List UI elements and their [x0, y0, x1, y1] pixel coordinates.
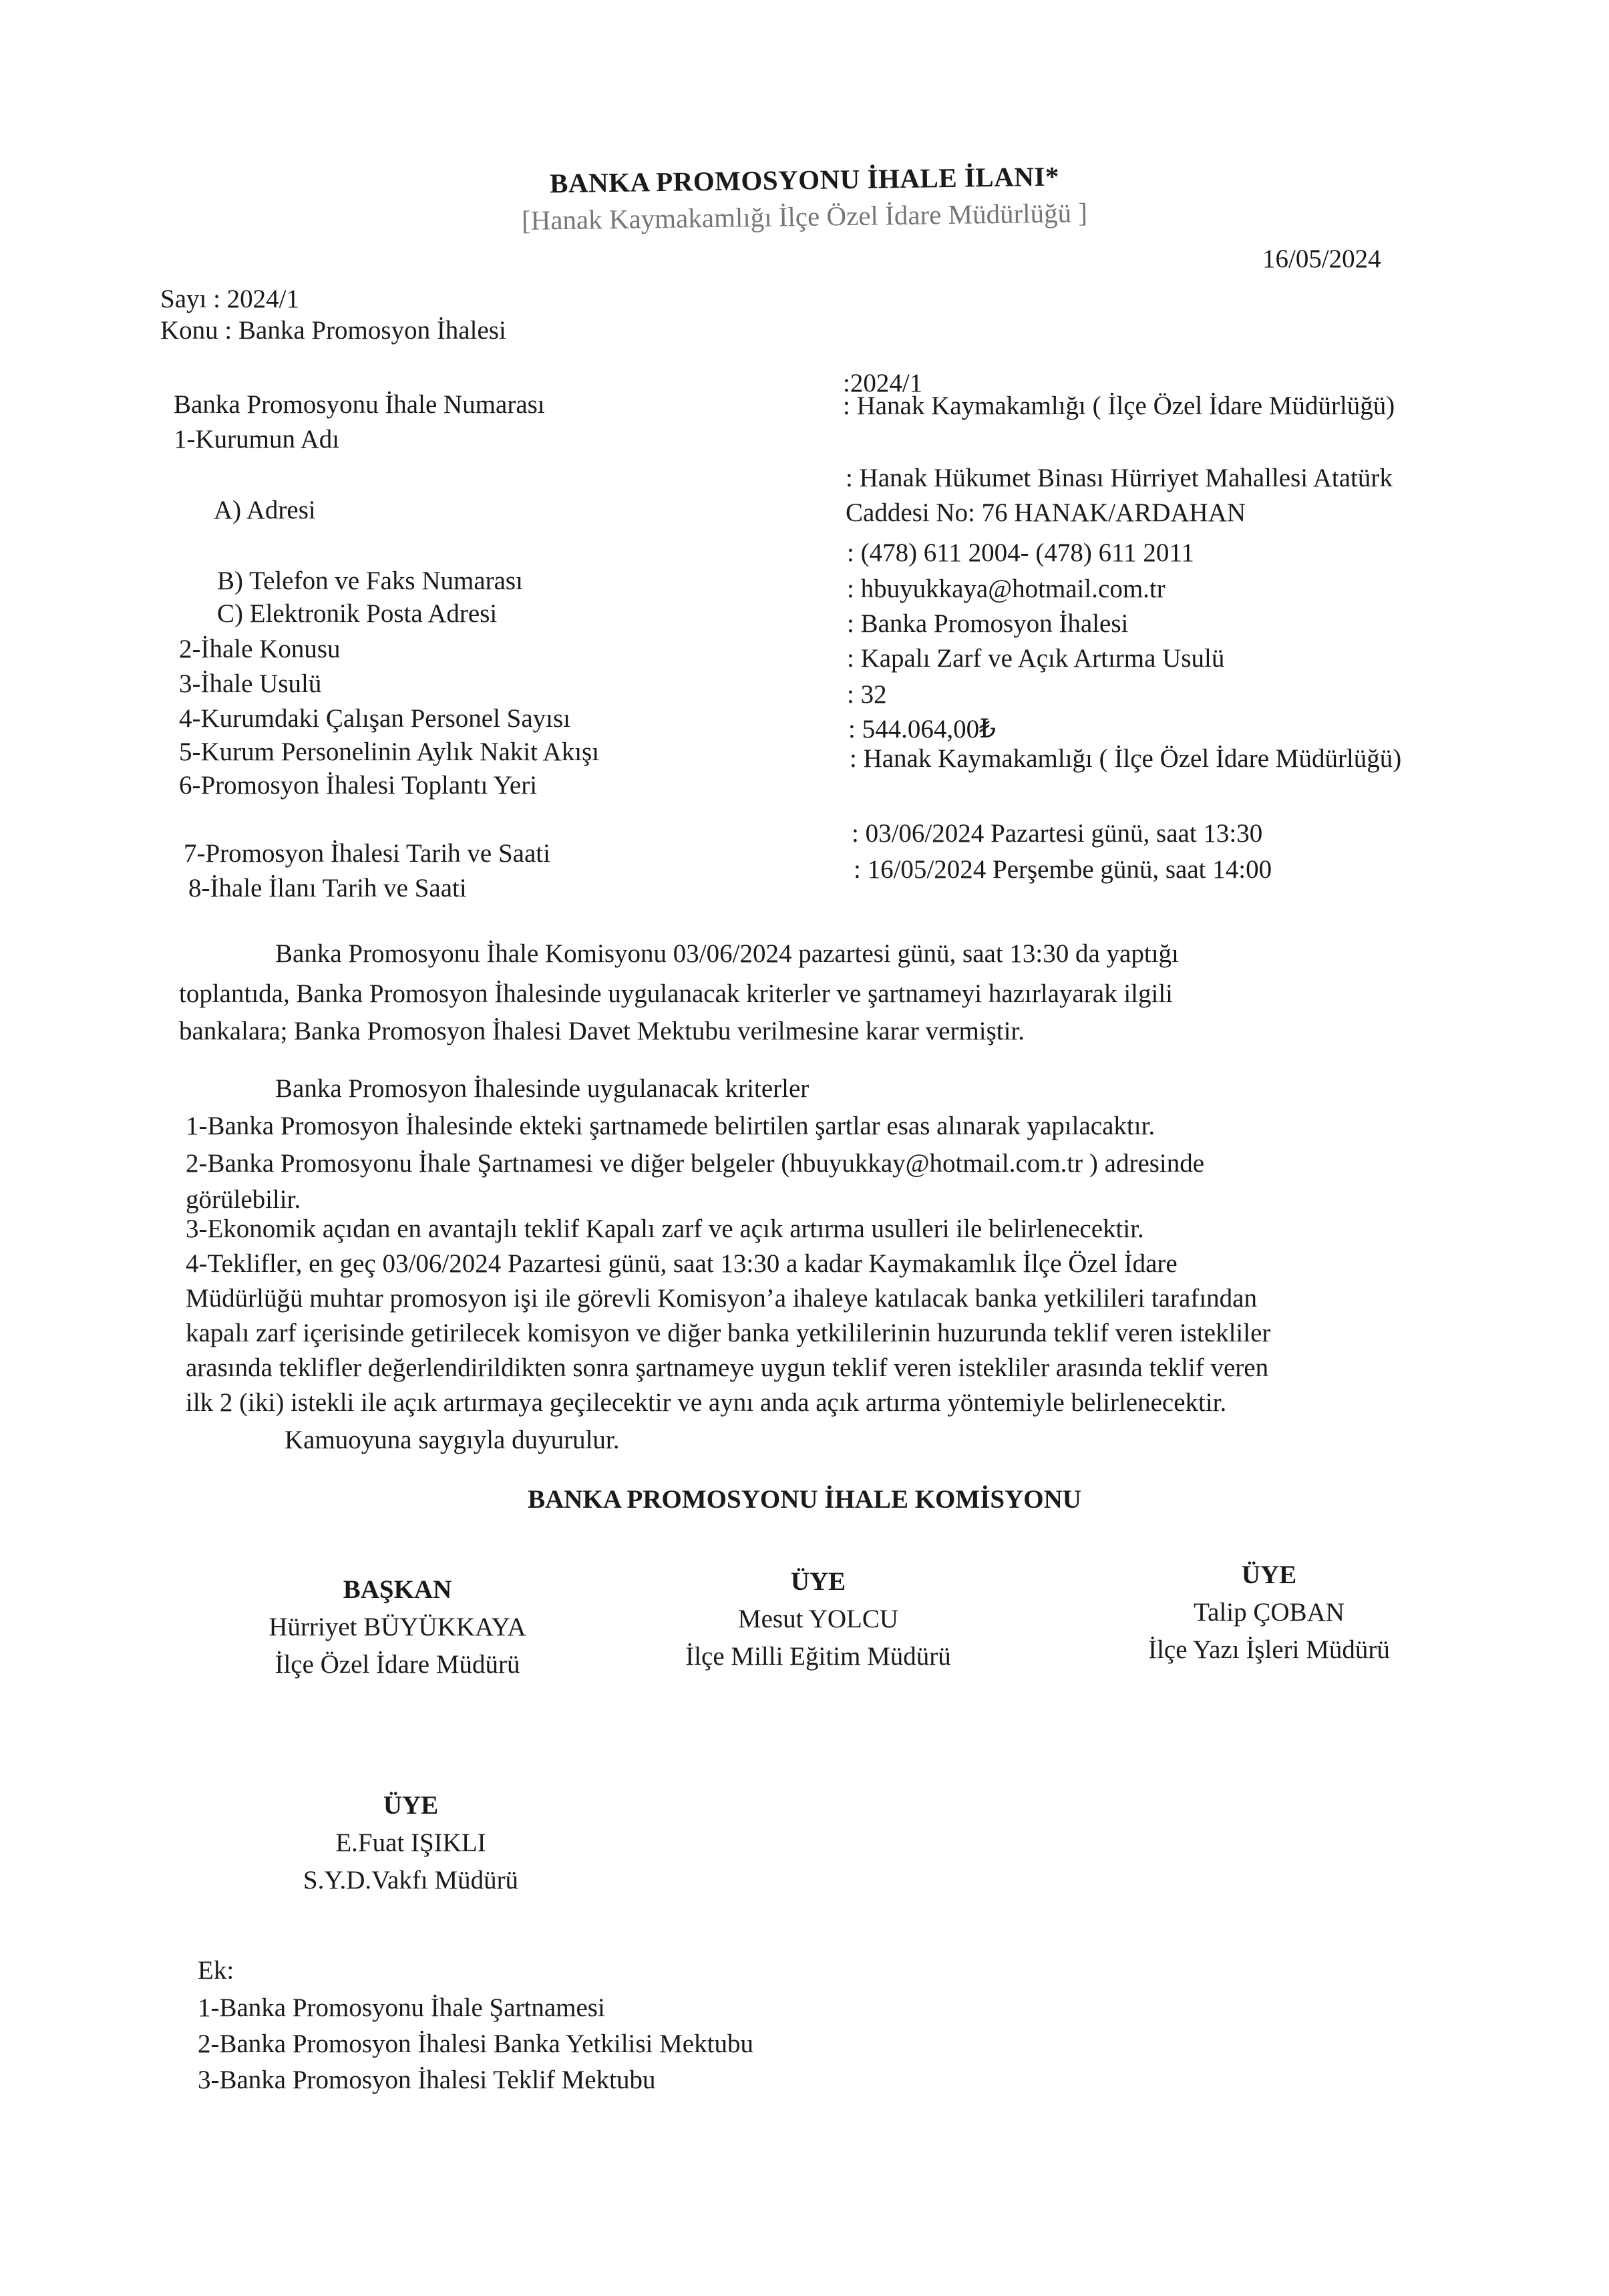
signature-name: Hürriyet BÜYÜKKAYA: [269, 1613, 526, 1641]
info-label: 4-Kurumdaki Çalışan Personel Sayısı: [179, 704, 571, 733]
info-label: C) Elektronik Posta Adresi: [217, 599, 498, 628]
criteria-line: 2-Banka Promosyonu İhale Şartnamesi ve diğer belgeler (hbuyukkay@hotmail.com.tr ) adresinde: [186, 1149, 1205, 1178]
criteria-line: arasında teklifler değerlendirildikten sonra şartnameye uygun teklif veren istekliler arasında teklif veren: [186, 1353, 1269, 1382]
info-value: : Hanak Hükumet Binası Hürriyet Mahallesi Atatürk Caddesi No: 76 HANAK/ARDAHAN: [846, 464, 1393, 527]
signature-block-chair: [224, 1571, 571, 1683]
info-label: 5-Kurum Personelinin Aylık Nakit Akışı: [179, 737, 600, 766]
info-value: : 544.064,00₺: [848, 715, 996, 744]
info-value: : 16/05/2024 Perşembe günü, saat 14:00: [854, 855, 1272, 884]
attachment-item: 1-Banka Promosyonu İhale Şartnamesi: [198, 1993, 605, 2022]
signature-name: Talip ÇOBAN: [1194, 1598, 1345, 1627]
info-value: : Kapalı Zarf ve Açık Artırma Usulü: [847, 644, 1225, 673]
closing-line: Kamuoyuna saygıyla duyurulur.: [285, 1426, 620, 1454]
signature-role: ÜYE: [383, 1791, 439, 1820]
subject-line: Konu : Banka Promosyon İhalesi: [160, 316, 506, 345]
info-label: B) Telefon ve Faks Numarası: [217, 566, 523, 595]
attachments-heading: Ek:: [198, 1956, 234, 1985]
signature-role: ÜYE: [790, 1567, 846, 1596]
paragraph-line: bankalara; Banka Promosyon İhalesi Davet Mektubu verilmesine karar vermiştir.: [179, 1017, 1025, 1045]
info-value: : hbuyukkaya@hotmail.com.tr: [847, 575, 1166, 603]
signature-block-member: [1095, 1556, 1443, 1669]
info-label: 3-İhale Usulü: [179, 669, 322, 698]
criteria-line: 4-Teklifler, en geç 03/06/2024 Pazartesi günü, saat 13:30 a kadar Kaymakamlık İlçe Özel İdare: [186, 1249, 1178, 1278]
info-value: :2024/1: [843, 369, 923, 397]
paragraph-line: toplantıda, Banka Promosyon İhalesinde uygulanacak kriterler ve şartnameyi hazırlayarak ilgili: [179, 979, 1173, 1008]
signature-title: İlçe Yazı İşleri Müdürü: [1148, 1635, 1390, 1664]
signature-title: İlçe Özel İdare Müdürü: [275, 1650, 520, 1679]
info-value: : Hanak Kaymakamlığı ( İlçe Özel İdare Müdürlüğü): [850, 744, 1402, 773]
info-value: : Hanak Kaymakamlığı ( İlçe Özel İdare Müdürlüğü): [843, 391, 1395, 420]
info-label: 7-Promosyon İhalesi Tarih ve Saati: [184, 839, 550, 868]
committee-heading: BANKA PROMOSYONU İHALE KOMİSYONU: [528, 1485, 1081, 1514]
criteria-line: ilk 2 (iki) istekli ile açık artırmaya geçilecektir ve aynı anda açık artırma yöntemiyle belirlenecektir.: [186, 1388, 1227, 1417]
reference-number: Sayı : 2024/1: [160, 285, 300, 313]
criteria-line: 1-Banka Promosyon İhalesinde ekteki şartnamede belirtilen şartlar esas alınarak yapılacaktır.: [186, 1112, 1155, 1140]
document-subtitle: [Hanak Kaymakamlığı İlçe Özel İdare Müdürlüğü ]: [521, 197, 1088, 236]
signature-name: Mesut YOLCU: [737, 1605, 899, 1633]
signature-title: S.Y.D.Vakfı Müdürü: [303, 1866, 519, 1895]
signature-name: E.Fuat IŞIKLI: [335, 1828, 486, 1857]
attachment-item: 2-Banka Promosyon İhalesi Banka Yetkilisi Mektubu: [198, 2029, 753, 2058]
signature-role: ÜYE: [1241, 1561, 1297, 1589]
document-title: BANKA PROMOSYONU İHALE İLANI*: [549, 160, 1060, 199]
signature-role: BAŞKAN: [343, 1575, 452, 1604]
criteria-line: kapalı zarf içerisinde getirilecek komisyon ve diğer banka yetkililerinin huzurunda teklif veren istekliler: [186, 1319, 1271, 1347]
signature-block-member: [254, 1787, 568, 1899]
info-label: A) Adresi: [214, 496, 316, 524]
info-label: 6-Promosyon İhalesi Toplantı Yeri: [179, 771, 538, 800]
document-date: 16/05/2024: [1262, 244, 1381, 273]
criteria-line: görülebilir.: [186, 1185, 301, 1214]
paragraph-line: Banka Promosyonu İhale Komisyonu 03/06/2024 pazartesi günü, saat 13:30 da yaptığı: [275, 939, 1179, 968]
criteria-heading: Banka Promosyon İhalesinde uygulanacak kriterler: [275, 1074, 810, 1103]
info-value: : 32: [847, 680, 887, 709]
criteria-line: 3-Ekonomik açıdan en avantajlı teklif Kapalı zarf ve açık artırma usulleri ile belirlenecektir.: [186, 1214, 1144, 1243]
info-label: 2-İhale Konusu: [179, 635, 341, 663]
info-label: 8-İhale İlanı Tarih ve Saati: [188, 874, 467, 903]
signature-block-member: [631, 1563, 1005, 1675]
info-label: 1-Kurumun Adı: [174, 425, 340, 454]
info-value: : (478) 611 2004- (478) 611 2011: [847, 538, 1194, 567]
info-label: Banka Promosyonu İhale Numarası: [174, 390, 545, 419]
info-value: : 03/06/2024 Pazartesi günü, saat 13:30: [852, 819, 1263, 848]
signature-title: İlçe Milli Eğitim Müdürü: [685, 1642, 951, 1671]
criteria-line: Müdürlüğü muhtar promosyon işi ile görevli Komisyon’a ihaleye katılacak banka yetkilileri tarafından: [186, 1284, 1257, 1313]
attachment-item: 3-Banka Promosyon İhalesi Teklif Mektubu: [198, 2066, 656, 2094]
info-value: : Banka Promosyon İhalesi: [847, 609, 1129, 638]
